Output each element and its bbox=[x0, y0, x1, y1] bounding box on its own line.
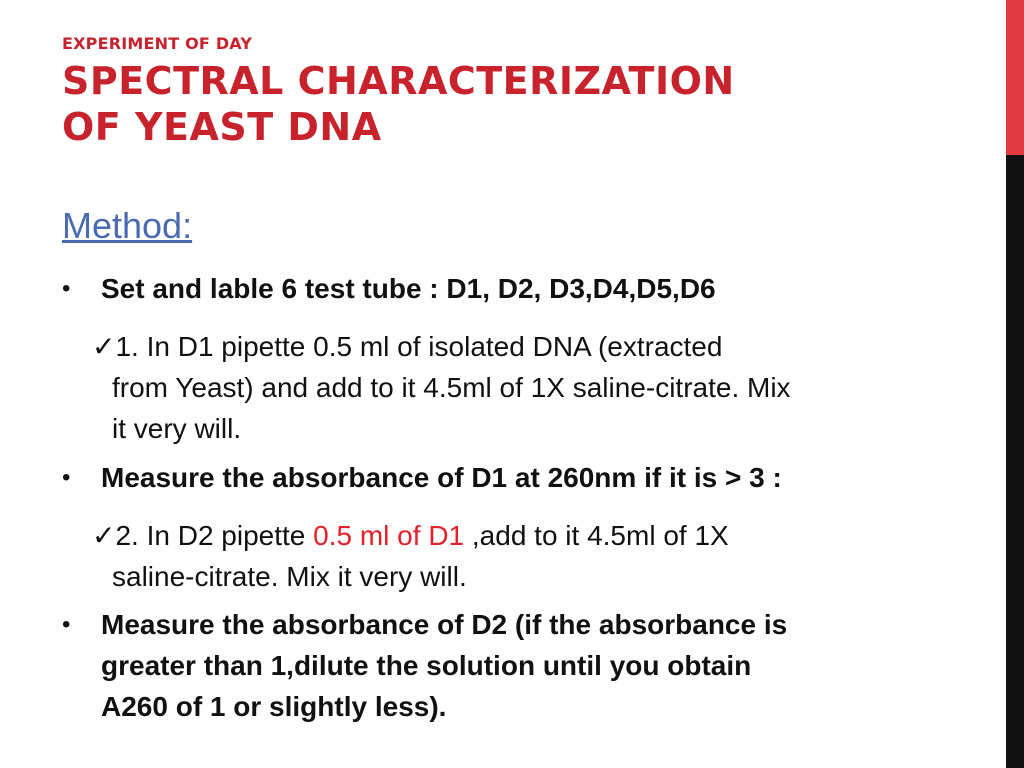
bullet-text: Measure the absorbance of D2 (if the absorbance is bbox=[101, 609, 788, 640]
slide-title bbox=[62, 58, 962, 150]
bullet-text: greater than 1,dilute the solution until you obtain bbox=[101, 650, 752, 681]
slide-kicker: EXPERIMENT OF DAY bbox=[62, 34, 253, 53]
step-item-1 bbox=[92, 326, 952, 449]
checkmark-icon: ✓ bbox=[92, 331, 116, 362]
title-line-2: OF YEAST DNA bbox=[62, 105, 382, 149]
bullet-icon: • bbox=[62, 275, 71, 302]
step-line: from Yeast) and add to it 4.5ml of 1X saline-citrate. Mix bbox=[112, 372, 791, 403]
method-heading: Method: bbox=[62, 205, 193, 246]
bullet-icon: • bbox=[62, 464, 71, 491]
bullet-item-1 bbox=[62, 268, 962, 309]
step-line: saline-citrate. Mix it very will. bbox=[112, 561, 467, 592]
title-line-1: SPECTRAL CHARACTERIZATION bbox=[62, 59, 735, 103]
checkmark-icon: ✓ bbox=[92, 520, 116, 551]
step-item-2 bbox=[92, 515, 952, 597]
bullet-icon: • bbox=[62, 611, 71, 638]
step-text: 2. In D2 pipette bbox=[115, 520, 314, 551]
accent-bar-red bbox=[1006, 0, 1024, 155]
step-line: it very will. bbox=[112, 413, 242, 444]
bullet-text: Set and lable 6 test tube : D1, D2, D3,D4,D5,D6 bbox=[101, 273, 716, 304]
highlighted-text: 0.5 ml of D1 bbox=[313, 520, 465, 551]
bullet-item-3 bbox=[62, 604, 962, 727]
step-line: 1. In D1 pipette 0.5 ml of isolated DNA (extracted bbox=[115, 331, 723, 362]
bullet-text: A260 of 1 or slightly less). bbox=[101, 691, 447, 722]
bullet-item-2 bbox=[62, 457, 962, 498]
bullet-text: Measure the absorbance of D1 at 260nm if it is > 3 : bbox=[101, 462, 782, 493]
accent-bar-black bbox=[1006, 155, 1024, 768]
step-text: ,add to it 4.5ml of 1X bbox=[464, 520, 729, 551]
